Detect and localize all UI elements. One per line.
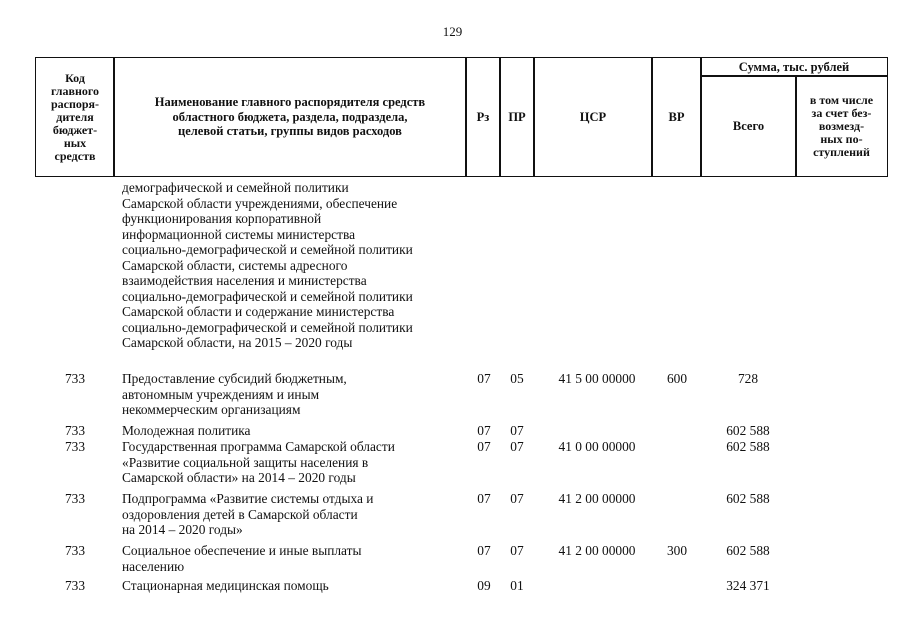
row-vr: 300 (666, 543, 688, 558)
row-name-line: функционирования корпоративной (122, 211, 322, 226)
row-name-line: Самарской области и содержание министерства (122, 304, 395, 319)
row-name-line: Самарской области, системы адресного (122, 257, 348, 273)
row-name-line: Молодежная политика (122, 423, 251, 438)
header-name-line: целевой статьи, группы видов расходов (178, 124, 402, 139)
header-incl-line: возмезд- (818, 118, 865, 133)
row-name-line: автономным учреждениям и иным (122, 386, 320, 402)
row-name-line: Предоставление субсидий бюджетным, (122, 371, 347, 386)
row-rz: 09 (477, 578, 491, 593)
row-code: 733 (64, 578, 86, 593)
row-name-line: населению (122, 558, 185, 574)
row-name-line: социально-демографической и семейной политики (122, 242, 413, 257)
row-name-line: оздоровления детей в Самарской области (122, 506, 358, 522)
page-number: 129 (442, 24, 463, 39)
header-vr: ВР (651, 57, 702, 177)
header-code-line: бюджет- (52, 122, 98, 137)
row-code: 733 (64, 543, 86, 558)
row-pr: 07 (510, 423, 524, 438)
row-name (122, 371, 467, 418)
row-rz: 07 (477, 543, 491, 558)
row-name (122, 439, 467, 486)
header-code-line: дителя (56, 109, 94, 124)
header-name (113, 57, 467, 177)
row-name-line: «Развитие социальной защиты населения в (122, 454, 369, 470)
header-incl-line: ных по- (820, 131, 863, 146)
row-csr: 41 0 00 00000 (558, 439, 636, 454)
row-name-line: социально-демографической и семейной политики (122, 288, 413, 304)
row-rz: 07 (477, 491, 491, 506)
header-code-line: Код (65, 70, 85, 85)
header-incl-line: за счет без- (811, 105, 872, 120)
row-name-line: Самарской области учреждениями, обеспечение (122, 195, 398, 211)
header-rz: Рз (465, 57, 501, 177)
row-rz: 07 (477, 423, 491, 438)
row-total: 324 371 (726, 578, 770, 593)
header-code-line: средств (54, 148, 96, 163)
row-code: 733 (64, 491, 86, 506)
row-total: 602 588 (726, 439, 770, 454)
row-name-line: информационной системы министерства (122, 226, 356, 242)
header-incl (795, 75, 888, 177)
row-pr: 07 (510, 439, 524, 454)
row-name (122, 543, 467, 574)
header-code-line: распоря- (50, 96, 100, 111)
row-total: 602 588 (726, 491, 770, 506)
row-name-line: Самарской области, на 2015 – 2020 годы (122, 335, 353, 350)
header-code (35, 57, 115, 177)
row-name-line: демографической и семейной политики (122, 180, 349, 195)
row-name-line: некоммерческим организациям (122, 402, 301, 417)
header-incl-line: ступлений (813, 144, 870, 159)
row-name-line: на 2014 – 2020 годы» (122, 522, 243, 537)
row-rz: 07 (477, 439, 491, 454)
header-name-line: областного бюджета, раздела, подраздела, (172, 109, 408, 124)
row-name (122, 423, 467, 439)
header-total: Всего (700, 75, 797, 177)
row-code: 733 (64, 423, 86, 438)
row-name-line: социально-демографической и семейной политики (122, 319, 413, 335)
row-csr: 41 2 00 00000 (558, 491, 636, 506)
row-total: 602 588 (726, 423, 770, 438)
row-csr: 41 2 00 00000 (558, 543, 636, 558)
row-name-line: Подпрограмма «Развитие системы отдыха и (122, 491, 374, 506)
row-total: 602 588 (726, 543, 770, 558)
header-sum: Сумма, тыс. рублей (700, 57, 888, 77)
row-name (122, 578, 467, 594)
row-code: 733 (64, 439, 86, 454)
row-name-line: Самарской области» на 2014 – 2020 годы (122, 470, 356, 485)
row-pr: 07 (510, 543, 524, 558)
header-pr: ПР (499, 57, 535, 177)
row-pr: 05 (510, 371, 524, 386)
row-csr: 41 5 00 00000 (558, 371, 636, 386)
header-code-line: ных (63, 135, 87, 150)
row-total: 728 (737, 371, 759, 386)
row-name-line: Стационарная медицинская помощь (122, 578, 329, 593)
row-name-line: взаимодействия населения и министерства (122, 273, 367, 288)
header-incl-line: в том числе (809, 92, 874, 107)
row-vr: 600 (666, 371, 688, 386)
header-code-line: главного (50, 83, 100, 98)
row-name-line: Государственная программа Самарской области (122, 439, 395, 454)
row-name (122, 180, 467, 351)
row-name-line: Социальное обеспечение и иные выплаты (122, 543, 362, 558)
table-header (35, 57, 888, 177)
header-name-line: Наименование главного распорядителя средств (154, 95, 426, 110)
row-pr: 01 (510, 578, 524, 593)
row-name (122, 491, 467, 538)
row-pr: 07 (510, 491, 524, 506)
row-rz: 07 (477, 371, 491, 386)
header-csr: ЦСР (533, 57, 653, 177)
row-code: 733 (64, 371, 86, 386)
